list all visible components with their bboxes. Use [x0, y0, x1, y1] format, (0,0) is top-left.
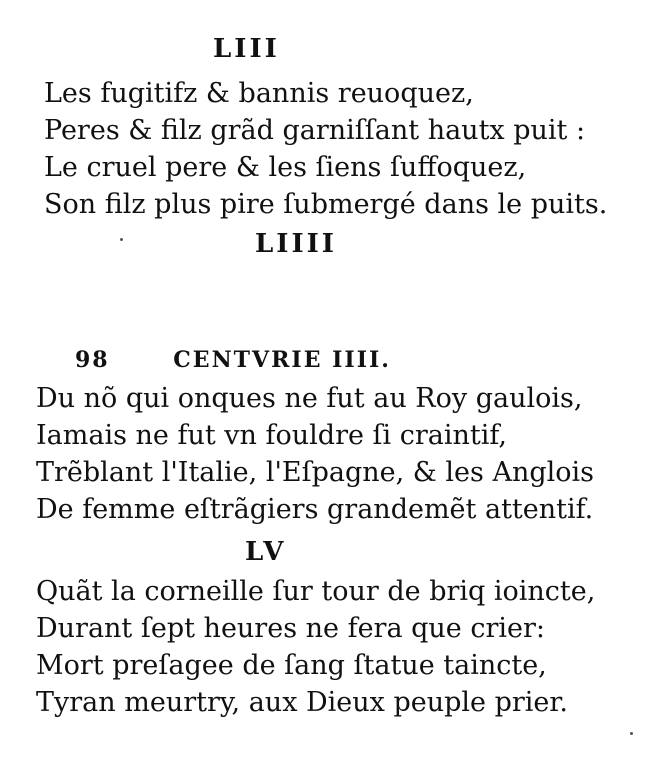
running-head	[75, 347, 391, 373]
verse-line: Tyran meurtry, aux Dieux peuple prier.	[36, 687, 568, 718]
ink-speck	[630, 732, 633, 735]
verse-line: Iamais ne fut vn fouldre ſi craintif,	[36, 420, 508, 451]
verse-line: Quãt la corneille ſur tour de briq ioincte,	[36, 576, 596, 607]
running-title: CENTVRIE IIII.	[173, 347, 391, 373]
verse-line: Trẽblant l'Italie, l'Eſpagne, & les Anglois	[36, 457, 594, 488]
quatrain-55	[36, 573, 636, 721]
verse-line: De femme eſtrãgiers grandemẽt attentif.	[36, 494, 594, 525]
ink-speck	[120, 238, 123, 241]
quatrain-heading-55: LV	[245, 537, 287, 567]
verse-line: Son filz plus pire ſubmergé dans le puits.	[44, 189, 608, 220]
quatrain-54	[36, 380, 636, 528]
page-number: 98	[75, 347, 110, 373]
verse-line: Les fugitifz & bannis reuoquez,	[44, 78, 474, 109]
verse-line: Le cruel pere & les ſiens ſuffoquez,	[44, 152, 527, 183]
quatrain-heading-54: LIIII	[255, 229, 337, 259]
verse-line: Du nõ qui onques ne fut au Roy gaulois,	[36, 383, 583, 414]
verse-line: Peres & filz grãd garniſſant hautx puit :	[44, 115, 586, 146]
quatrain-heading-53: LIII	[213, 34, 280, 64]
verse-line: Mort preſagee de ſang ſtatue taincte,	[36, 650, 547, 681]
quatrain-53	[44, 75, 644, 223]
verse-line: Durant ſept heures ne fera que crier:	[36, 613, 546, 644]
